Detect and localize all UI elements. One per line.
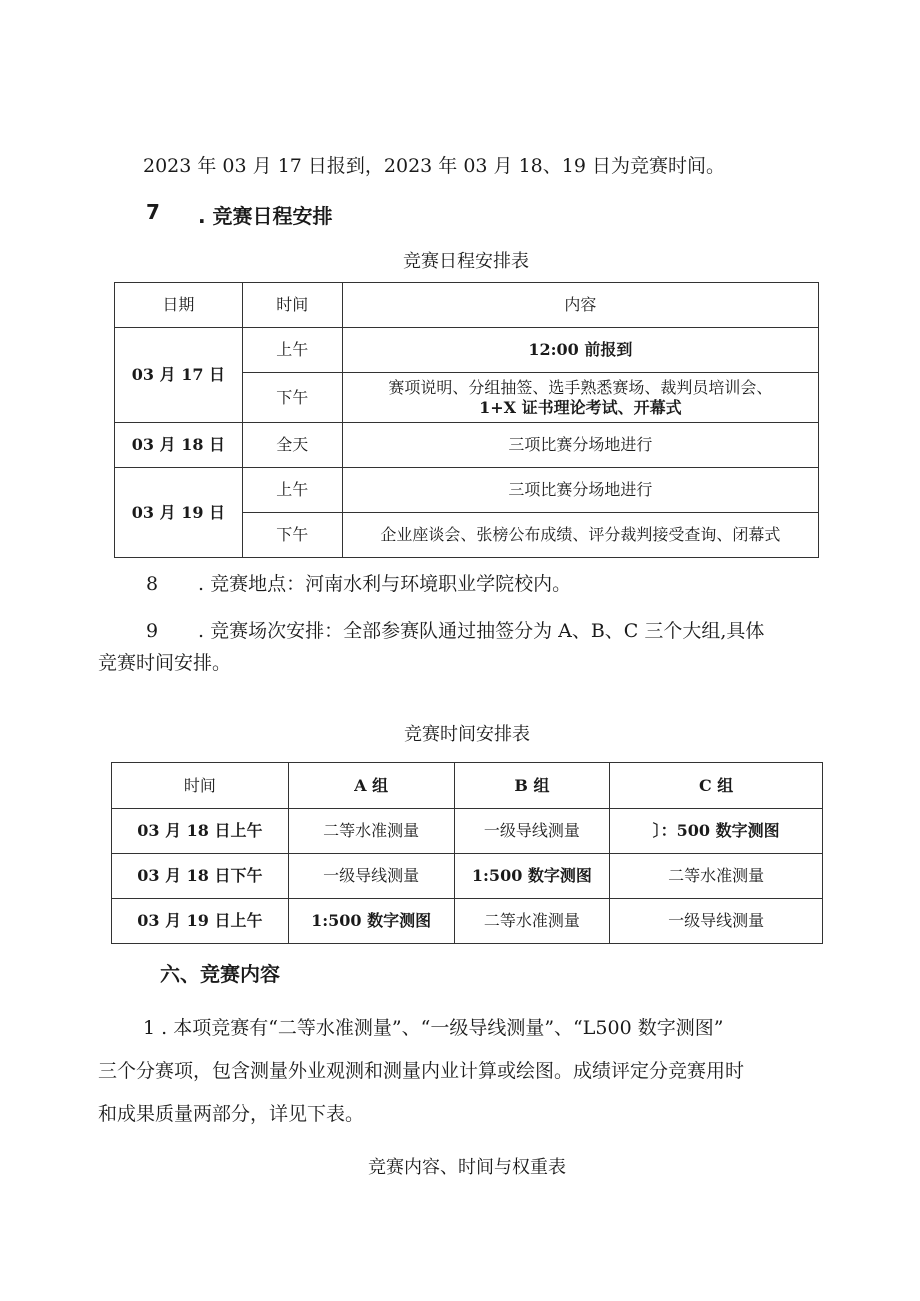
content-line: 1+X 证书理论考试、开幕式 <box>479 397 682 417</box>
header-time: 时间 <box>242 283 342 328</box>
table-header-row <box>112 763 823 809</box>
group-c-cell: 〕：500 数字测图 <box>610 809 823 854</box>
table-row <box>112 809 823 854</box>
content-cell: 12:00 前报到 <box>342 328 818 373</box>
content-cell: 三项比赛分场地进行 <box>342 468 818 513</box>
content-paragraph-line-2: 三个分赛项，包含测量外业观测和测量内业计算或绘图。成绩评定分竞赛用时 <box>98 1060 745 1082</box>
time-cell: 03 月 18 日上午 <box>112 809 289 854</box>
schedule-table <box>114 282 819 558</box>
table-row <box>115 423 819 468</box>
group-c-cell: 二等水准测量 <box>610 854 823 899</box>
date-cell: 03 月 18 日 <box>115 423 243 468</box>
time-cell: 下午 <box>242 373 342 423</box>
header-date: 日期 <box>115 283 243 328</box>
item-8-number: 8 <box>146 573 159 595</box>
time-cell: 03 月 19 日上午 <box>112 899 289 944</box>
time-cell: 下午 <box>242 513 342 558</box>
header-content: 内容 <box>342 283 818 328</box>
content-cell: 三项比赛分场地进行 <box>342 423 818 468</box>
item-9-number: 9 <box>146 620 159 642</box>
content-paragraph-line-1: 1 . 本项竞赛有“二等水准测量”、“一级导线测量”、“L500 数字测图” <box>143 1017 724 1039</box>
content-cell <box>342 373 818 423</box>
weight-table-caption: 竞赛内容、时间与权重表 <box>368 1157 566 1178</box>
table-row <box>115 328 819 373</box>
group-a-cell: 二等水准测量 <box>288 809 454 854</box>
header-time: 时间 <box>112 763 289 809</box>
time-cell: 上午 <box>242 468 342 513</box>
table-row <box>112 899 823 944</box>
item-9-line-2: 竞赛时间安排。 <box>98 652 232 674</box>
timing-table <box>111 762 823 944</box>
date-cell: 03 月 17 日 <box>115 328 243 423</box>
group-b-cell: 一级导线测量 <box>454 809 610 854</box>
time-cell: 03 月 18 日下午 <box>112 854 289 899</box>
header-group-b: B 组 <box>454 763 610 809</box>
section-7-number: 7 <box>146 200 160 224</box>
section-6-heading: 六、竞赛内容 <box>160 962 280 986</box>
header-group-a: A 组 <box>288 763 454 809</box>
section-7-heading: . 竞赛日程安排 <box>198 204 333 228</box>
table-row <box>115 468 819 513</box>
content-line: 赛项说明、分组抽签、选手熟悉赛场、裁判员培训会、 <box>388 377 773 397</box>
group-b-cell: 1:500 数字测图 <box>454 854 610 899</box>
time-cell: 全天 <box>242 423 342 468</box>
timing-table-caption: 竞赛时间安排表 <box>404 724 530 745</box>
content-paragraph-line-3: 和成果质量两部分，详见下表。 <box>98 1103 365 1125</box>
header-group-c: C 组 <box>610 763 823 809</box>
group-a-cell: 1:500 数字测图 <box>288 899 454 944</box>
schedule-table-caption: 竞赛日程安排表 <box>403 251 529 272</box>
group-c-cell: 一级导线测量 <box>610 899 823 944</box>
group-b-cell: 二等水准测量 <box>454 899 610 944</box>
content-cell: 企业座谈会、张榜公布成绩、评分裁判接受查询、闭幕式 <box>342 513 818 558</box>
group-a-cell: 一级导线测量 <box>288 854 454 899</box>
intro-paragraph: 2023 年 03 月 17 日报到，2023 年 03 月 18、19 日为竞赛时间。 <box>143 155 725 177</box>
table-header-row <box>115 283 819 328</box>
item-9-line-1: . 竞赛场次安排：全部参赛队通过抽签分为 A、B、C 三个大组,具体 <box>198 620 765 642</box>
item-8-text: . 竞赛地点：河南水利与环境职业学院校内。 <box>198 573 572 595</box>
date-cell: 03 月 19 日 <box>115 468 243 558</box>
time-cell: 上午 <box>242 328 342 373</box>
table-row <box>112 854 823 899</box>
